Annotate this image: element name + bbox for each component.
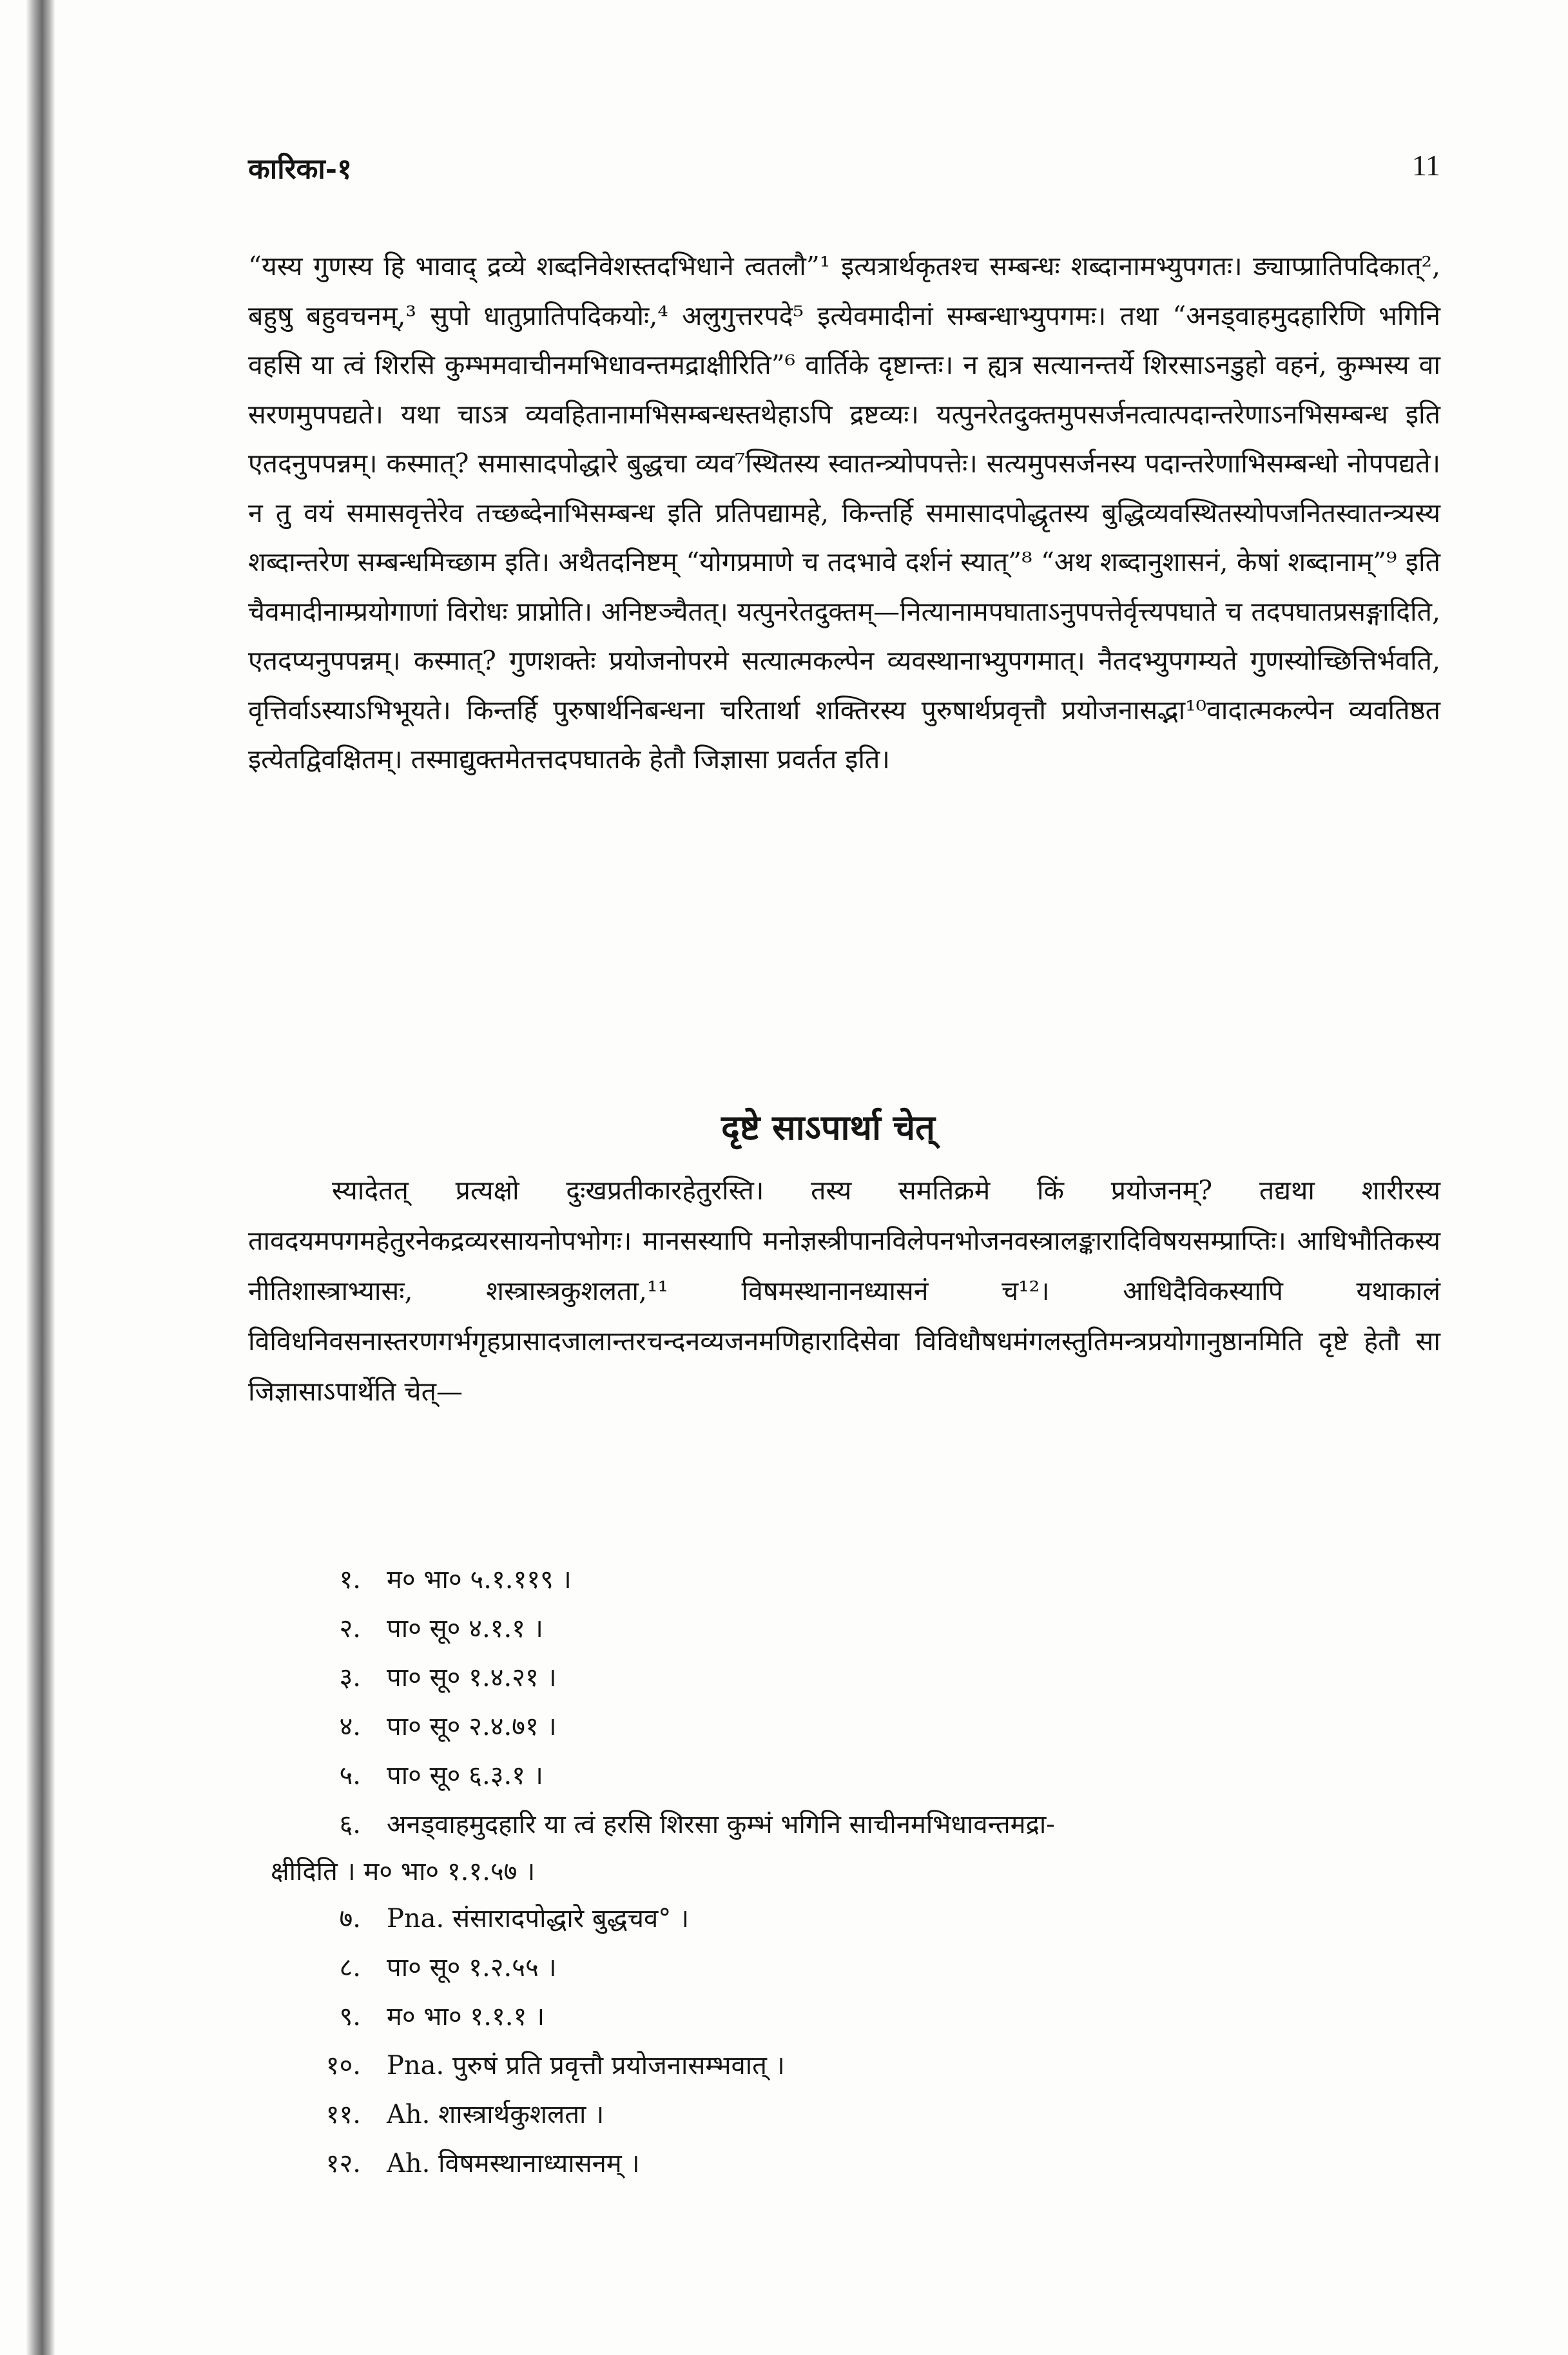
page-number: 11 <box>1411 149 1440 182</box>
footnote-10 <box>300 2039 1440 2088</box>
footnote-text: अनड्वाहमुदहारि या त्वं हरसि शिरसा कुम्भं भगिनि साचीनमभिधावन्तमद्रा- <box>387 1809 1055 1839</box>
footnote-text: म० भा० ५.१.११९ । <box>387 1564 572 1594</box>
footnote-12 <box>300 2137 1440 2186</box>
footnote-text: पा० सू० ६.३.१ । <box>387 1760 543 1790</box>
footnote-number: २. <box>339 1613 361 1643</box>
footnote-number: १२. <box>325 2148 361 2178</box>
footnote-continuation: क्षीदिति । म० भा० १.१.५७ । <box>271 1856 536 1886</box>
footnote-number: ४. <box>339 1711 361 1741</box>
section-title: कारिका-१ <box>248 153 352 186</box>
footnote-6 <box>271 1798 1440 1892</box>
footnote-text: Ah. विषमस्थानाध्यासनम् । <box>387 2148 640 2178</box>
footnote-text: पा० सू० १.४.२१ । <box>387 1662 557 1692</box>
footnote-number: ६. <box>339 1809 361 1839</box>
karika-heading: दृष्टे साऽपार्था चेत् <box>721 1107 935 1148</box>
paragraph-text: स्यादेतत् प्रत्यक्षो दुःखप्रतीकारहेतुरस्ति। तस्य समतिक्रमे किं प्रयोजनम्? तद्यथा शारीरस्य तावदयमपगमहेतुरनेकद्रव्यरसायनोपभोगः। मानसस्यापि मनोज्ञस्त्रीपानविलेपनभोजनवस्त्रालङ्कारादिविषयसम्प्राप्तिः। आधिभौतिकस्य नीतिशास्त्राभ्यासः, शस्त्रास्त्रकुशलता,¹¹ विषमस्थानानध्यासनं च¹²। आधिदैविकस्यापि यथाकालं विविधनिवसनास्तरणगर्भगृहप्रासादजालान्तरचन्दनव्यजनमणिहारादिसेवा विविधौषधमंगलस्तुतिमन्त्रप्रयोगानुष्ठानमिति दृष्टे हेतौ सा जिज्ञासाऽपार्थेति चेत्— <box>248 1175 1440 1407</box>
footnote-number: ९. <box>339 2001 361 2031</box>
footnote-text: Ah. शास्त्रार्थकुशलता । <box>387 2099 605 2129</box>
footnote-number: ७. <box>339 1903 361 1933</box>
footnotes <box>271 1553 1440 2186</box>
footnote-text: पा० सू० ४.१.१ । <box>387 1613 543 1643</box>
footnote-11 <box>300 2088 1440 2137</box>
paragraph-text: “यस्य गुणस्य हि भावाद् द्रव्ये शब्दनिवेशस्तदभिधाने त्वतलौ”¹ इत्यत्रार्थकृतश्च सम्बन्धः शब्दानामभ्युपगतः। ङ्याप्प्रातिपदिकात्², बहुषु बहुवचनम्,³ सुपो धातुप्रातिपदिकयोः,⁴ अलुगुत्तरपदे⁵ इत्येवमादीनां सम्बन्धाभ्युपगमः। तथा “अनड्वाहमुदहारिणि भगिनि वहसि या त्वं शिरसि कुम्भमवाचीनमभिधावन्तमद्राक्षीरिति”⁶ वार्तिके दृष्टान्तः। न ह्यत्र सत्यानन्तर्ये शिरसाऽनडुहो वहनं, कुम्भस्य वा सरणमुपपद्यते। यथा चाऽत्र व्यवहितानामभिसम्बन्धस्तथेहाऽपि द्रष्टव्यः। यत्पुनरेतदुक्तमुपसर्जनत्वात्पदान्तरेणाऽनभिसम्बन्ध इति एतदनुपपन्नम्। कस्मात्? समासादपोद्धारे बुद्धचा व्यव⁷स्थितस्य स्वातन्त्र्योपपत्तेः। सत्यमुपसर्जनस्य पदान्तरेणाभिसम्बन्धो नोपपद्यते। न तु वयं समासवृत्तेरेव तच्छब्देनाभिसम्बन्ध इति प्रतिपद्यामहे, किन्तर्हि समासादपोद्धृतस्य बुद्धिव्यवस्थितस्योपजनितस्वातन्त्र्यस्य शब्दान्तरेण सम्बन्धमिच्छाम इति। अथैतदनिष्टम् “योगप्रमाणे च तदभावे दर्शनं स्यात्”⁸ “अथ शब्दानुशासनं, केषां शब्दानाम्”⁹ इति चैवमादीनाम्प्रयोगाणां विरोधः प्राप्नोति। अनिष्टञ्चैतत्। यत्पुनरेतदुक्तम्—नित्यानामपघाताऽनुपपत्तेर्वृत्त्यपघाते च तदपघातप्रसङ्गादिति, एतदप्यनुपपन्नम्। कस्मात्? गुणशक्तेः प्रयोजनोपरमे सत्यात्मकल्पेन व्यवस्थानाभ्युपगमात्। नैतदभ्युपगम्यते गुणस्योच्छित्तिर्भवति, वृत्तिर्वाऽस्याऽभिभूयते। किन्तर्हि पुरुषार्थनिबन्धना चरितार्था शक्तिरस्य पुरुषार्थप्रवृत्तौ प्रयोजनासद्भा¹⁰वादात्मकल्पेन व्यवतिष्ठत इत्येतद्विवक्षितम्। तस्माद्युक्तमेतत्तदपघातके हेतौ जिज्ञासा प्रवर्तत इति। <box>248 251 1440 775</box>
footnote-number: ३. <box>339 1662 361 1692</box>
footnote-3 <box>300 1651 1440 1700</box>
commentary-paragraph-2 <box>248 1165 1440 1417</box>
running-header <box>216 148 1440 200</box>
footnote-4 <box>300 1700 1440 1749</box>
footnote-text: म० भा० १.१.१ । <box>387 2001 545 2031</box>
footnote-1 <box>300 1553 1440 1602</box>
commentary-paragraph-1 <box>248 242 1440 784</box>
book-binding-shadow <box>26 0 55 2355</box>
footnote-text: पा० सू० १.२.५५ । <box>387 1952 557 1982</box>
footnote-number: ११. <box>325 2099 361 2129</box>
footnote-9 <box>300 1990 1440 2039</box>
footnote-7 <box>300 1892 1440 1941</box>
footnote-8 <box>300 1941 1440 1990</box>
footnote-text: पा० सू० २.४.७१ । <box>387 1711 557 1741</box>
footnote-number: ५. <box>339 1760 361 1790</box>
footnote-number: ८. <box>339 1952 361 1982</box>
footnote-text: Pna. संसारादपोद्धारे बुद्धचव° । <box>387 1903 690 1933</box>
footnote-2 <box>300 1602 1440 1651</box>
footnote-5 <box>300 1749 1440 1798</box>
footnote-number: १. <box>339 1564 361 1594</box>
footnote-number: १०. <box>325 2050 361 2080</box>
footnote-text: Pna. पुरुषं प्रति प्रवृत्तौ प्रयोजनासम्भवात् । <box>387 2050 785 2080</box>
